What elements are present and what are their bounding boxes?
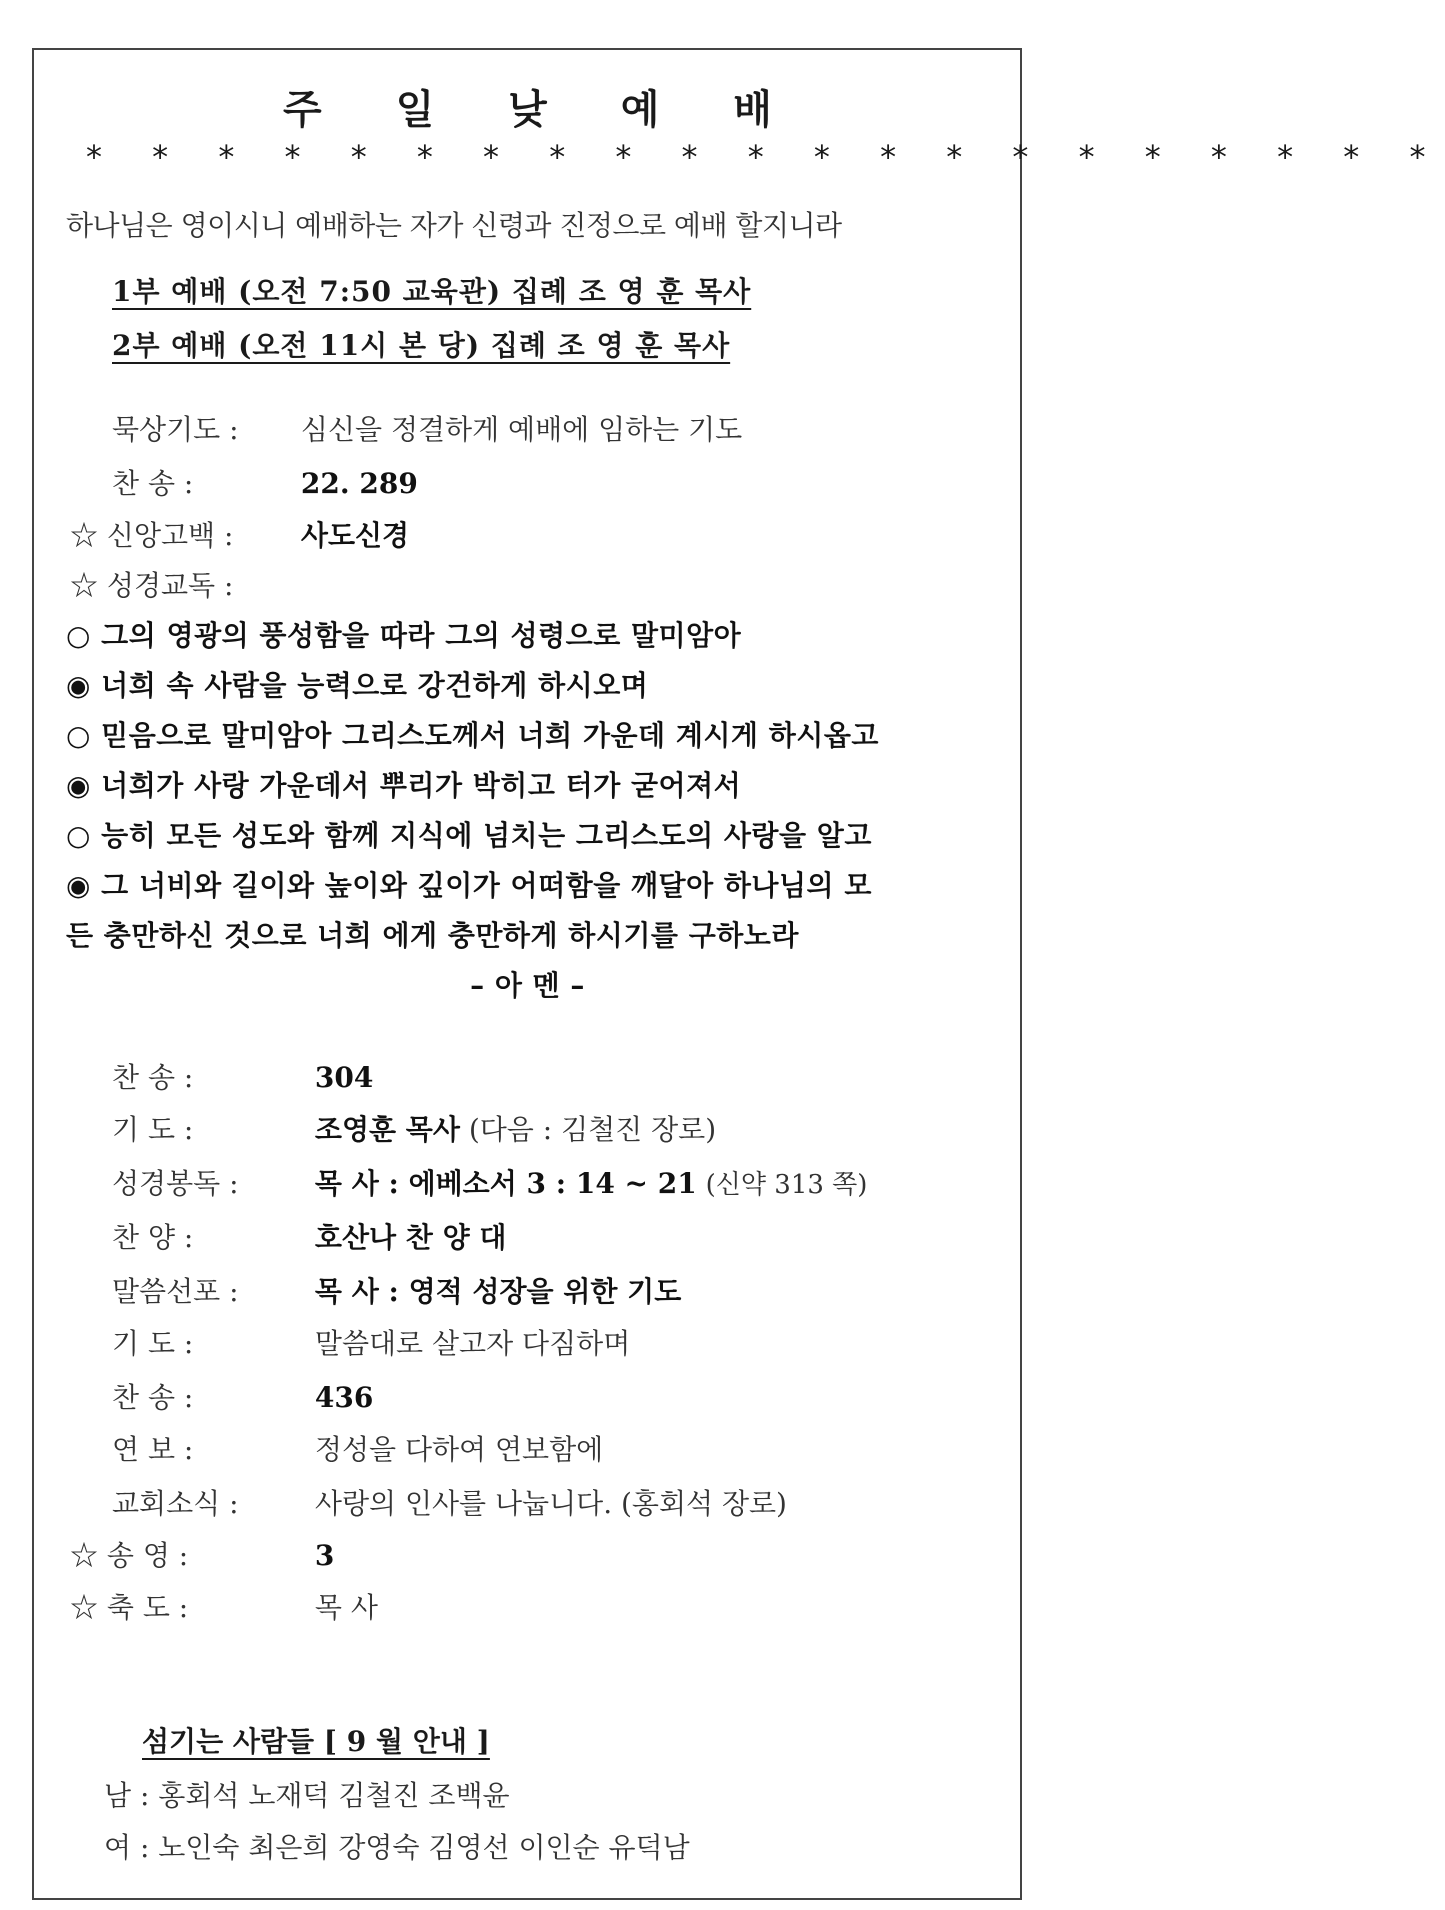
servers-women: 여 : 노인숙 최은희 강영숙 김영선 이인순 유덕남 [104,1831,690,1864]
order-label: 기 도 : [112,1327,194,1360]
order-row [112,1056,373,1096]
order-row [70,564,292,604]
order-label: ☆ 신앙고백 : [70,519,234,552]
order-value: 호산나 찬 양 대 [314,1221,507,1254]
order-label: 찬 양 : [112,1221,194,1254]
page-title: 주 일 낮 예 배 [283,86,802,133]
order-extra: 말씀대로 살고자 다짐하며 [314,1327,631,1360]
order-value: 심신을 정결하게 예배에 임하는 기도 [300,413,743,446]
order-row [70,514,409,554]
opening-verse: 하나님은 영이시니 예배하는 자가 신령과 진정으로 예배 할지니라 [66,209,842,242]
reading-line: ○ 믿음으로 말미암아 그리스도께서 너희 가운데 계시게 하시옵고 [66,719,879,752]
order-value: 22. 289 [300,467,418,500]
order-label: 찬 송 : [112,1381,194,1414]
order-extra: 사랑의 인사를 나눕니다. (홍회석 장로) [314,1487,787,1520]
order-row [112,1322,630,1362]
order-label: 찬 송 : [112,1061,194,1094]
order-row [70,1586,378,1626]
order-label: 찬 송 : [112,467,194,500]
order-extra: 목 사 [314,1591,378,1624]
order-label: ☆ 축 도 : [70,1591,189,1624]
servers-men: 남 : 홍회석 노재덕 김철진 조백윤 [104,1779,510,1812]
reading-line: ◉ 너희 속 사람을 능력으로 강건하게 하시오며 [66,669,649,702]
order-extra: (신약 313 쪽) [705,1170,868,1200]
order-value: 436 [314,1381,374,1414]
reading-line: ◉ 너희가 사랑 가운데서 뿌리가 박히고 터가 굳어져서 [66,769,742,802]
order-row [112,1108,716,1148]
service-1-info: 1부 예배 (오전 7:50 교육관) 집례 조 영 훈 목사 [112,275,752,308]
order-row [70,1534,334,1574]
order-row [112,1428,603,1468]
order-label: 성경봉독 : [112,1167,239,1200]
order-value: 조영훈 목사 [314,1113,460,1146]
servers-title: 섬기는 사람들 [ 9 월 안내 ] [142,1725,490,1758]
order-row [112,462,418,502]
order-row [112,1162,867,1202]
order-value: 사도신경 [300,519,410,552]
order-label: ☆ 송 영 : [70,1539,189,1572]
reading-line: 든 충만하신 것으로 너희 에게 충만하게 하시기를 구하노라 [66,919,799,952]
order-label: 교회소식 : [112,1487,239,1520]
reading-line: ○ 능히 모든 성도와 함께 지식에 넘치는 그리스도의 사랑을 알고 [66,819,872,852]
order-row [112,1482,787,1522]
reading-line: ○ 그의 영광의 풍성함을 따라 그의 성령으로 말미암아 [66,619,742,652]
service-2-info: 2부 예배 (오전 11시 본 당) 집례 조 영 훈 목사 [112,329,731,362]
order-extra: 정성을 다하여 연보함에 [314,1433,604,1466]
order-label: ☆ 성경교독 : [70,569,234,602]
order-label: 연 보 : [112,1433,194,1466]
order-row [112,1376,373,1416]
order-value: 304 [314,1061,374,1094]
order-row [112,1270,681,1310]
order-row [112,408,742,448]
star-divider: * * * * * * * * * * * * * * * * * * * * * [86,138,1445,176]
order-value: 목 사 : 영적 성장을 위한 기도 [314,1275,682,1308]
order-value: 3 [314,1539,335,1572]
order-label: 기 도 : [112,1113,194,1146]
order-extra: (다음 : 김철진 장로) [468,1113,717,1146]
order-label: 묵상기도 : [112,413,239,446]
amen: – 아 멘 – [470,969,585,1002]
order-value: 목 사 : 에베소서 3 : 14 ~ 21 [314,1167,697,1200]
order-row [112,1216,506,1256]
reading-line: ◉ 그 너비와 길이와 높이와 깊이가 어떠함을 깨달아 하나님의 모 [66,869,872,902]
order-label: 말씀선포 : [112,1275,239,1308]
